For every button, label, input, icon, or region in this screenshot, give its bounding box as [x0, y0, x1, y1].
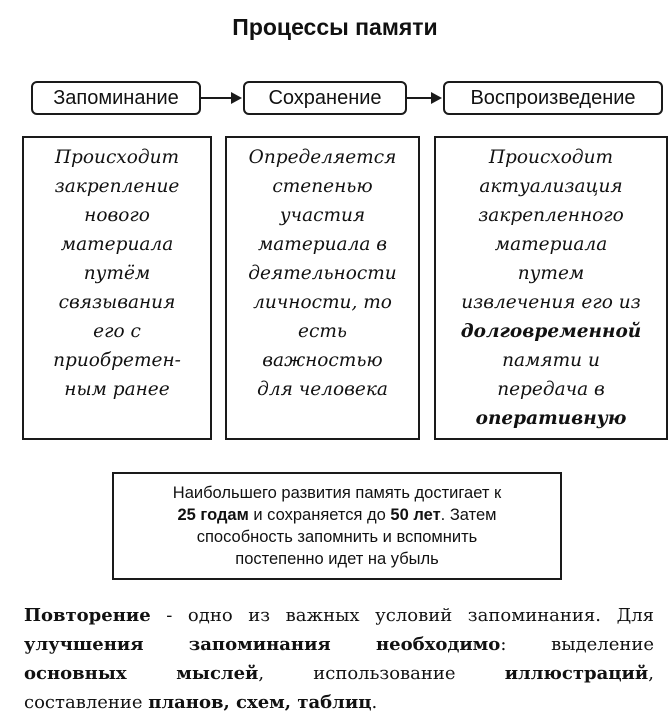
paragraph-text: составление [24, 692, 149, 713]
stage-reproduction [443, 81, 663, 115]
card-line: нового [84, 205, 150, 226]
paragraph-line [24, 630, 654, 659]
note-line: способность запомнить и вспомнить [196, 528, 478, 546]
arrow-right-icon [201, 88, 243, 108]
card-line-bold: оперативную [475, 408, 627, 429]
card-line: передача в [497, 379, 605, 400]
card-reproduction [434, 136, 668, 440]
card-line: приобретен- [53, 350, 181, 371]
card-line: степенью [272, 176, 373, 197]
card-line: путём [83, 263, 151, 284]
paragraph-bold: иллюстраций [504, 663, 649, 684]
card-line: участия [279, 205, 366, 226]
card-line: извлечения его из [461, 292, 641, 313]
paragraph-line [24, 688, 654, 717]
card-line: ным ранее [64, 379, 170, 400]
card-line: Определяется [248, 147, 397, 168]
note-line [114, 504, 560, 526]
card-line: Происходит [54, 147, 180, 168]
note-text: . Затем [440, 506, 497, 524]
note-text: и сохраняется до [248, 506, 391, 524]
card-line: важностью [262, 350, 383, 371]
stage-retention [243, 81, 407, 115]
card-memorization [22, 136, 212, 440]
paragraph-bold: основных мыслей [24, 663, 259, 684]
stage-label: Воспроизведение [470, 86, 636, 109]
note-age-end: 50 лет [390, 506, 441, 524]
paragraph-text: - одно из важных условий запоминания. Для [150, 605, 654, 626]
note-age-start: 25 годам [177, 506, 249, 524]
paragraph-text: : выделение [500, 634, 654, 655]
card-line: материала в [257, 234, 388, 255]
card-line: есть [298, 321, 347, 342]
repetition-paragraph [24, 601, 654, 717]
paragraph-line [24, 659, 654, 688]
card-retention [225, 136, 420, 440]
paragraph-line [24, 601, 654, 630]
term-repetition: Повторение [24, 605, 151, 626]
card-line-bold: долговременной [460, 321, 642, 342]
card-line: деятельности [248, 263, 397, 284]
card-line: путем [517, 263, 585, 284]
paragraph-bold: улучшения запоминания необходимо [24, 634, 501, 655]
card-line: Происходит [488, 147, 614, 168]
stage-label: Запоминание [53, 86, 179, 109]
paragraph-text: , [648, 663, 654, 684]
page-title: Процессы памяти [232, 14, 438, 40]
stage-label: Сохранение [268, 86, 382, 109]
card-line: для человека [257, 379, 388, 400]
card-line: актуализация [479, 176, 623, 197]
card-line: материала [494, 234, 608, 255]
card-line: памяти и [502, 350, 600, 371]
card-line: закрепленного [478, 205, 624, 226]
paragraph-bold: планов, схем, таблиц [148, 692, 372, 713]
note-line: Наибольшего развития память достигает к [172, 484, 502, 502]
card-line: его с [93, 321, 141, 342]
stage-memorization [31, 81, 201, 115]
card-line: личности, то [253, 292, 392, 313]
card-line: связывания [58, 292, 176, 313]
card-line: материала [60, 234, 174, 255]
paragraph-text: , использование [258, 663, 505, 684]
card-line: закрепление [54, 176, 180, 197]
arrow-right-icon [407, 88, 443, 108]
memory-age-note [112, 472, 562, 580]
paragraph-text: . [371, 692, 378, 713]
note-line: постепенно идет на убыль [235, 550, 439, 568]
